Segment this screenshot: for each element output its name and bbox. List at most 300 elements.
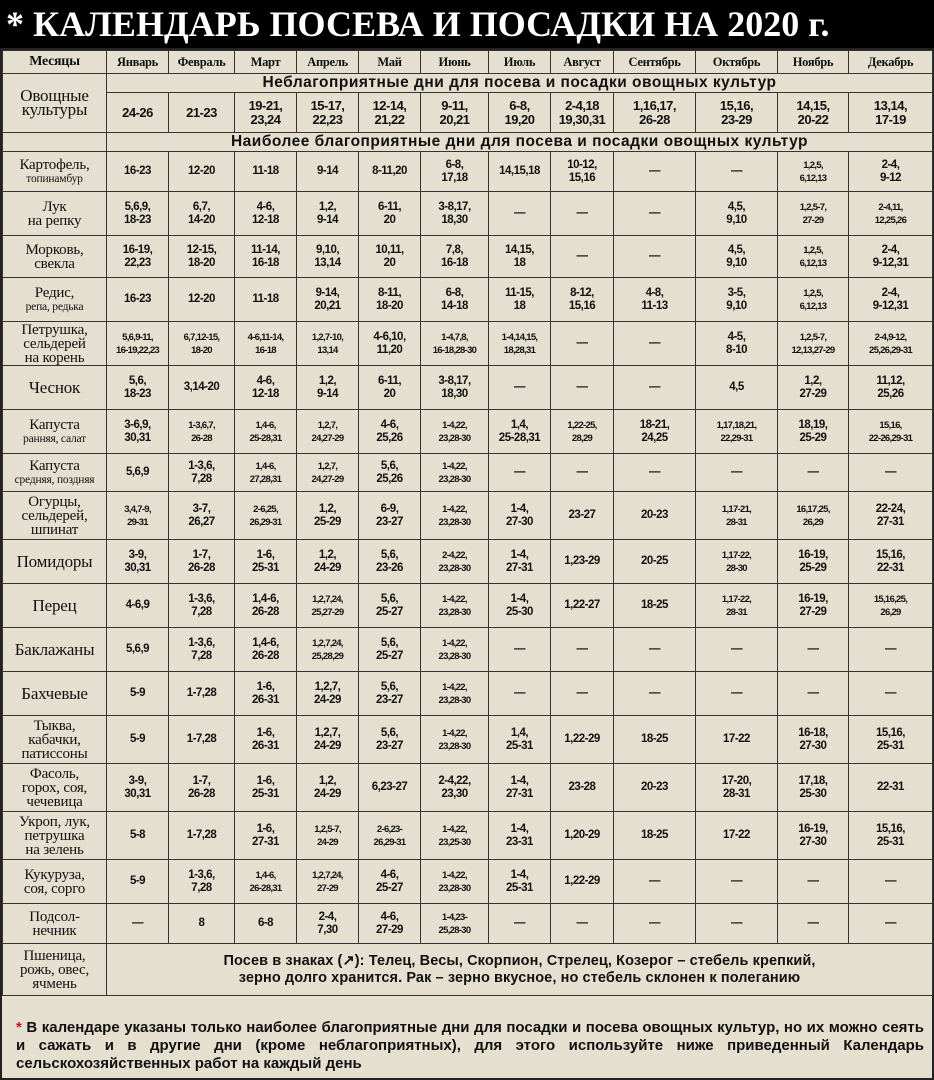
days-cell: 5,6, 25-27 — [359, 584, 421, 628]
days-cell: 11-14, 16-18 — [235, 236, 297, 278]
days-cell: 16,17,25, 26,29 — [778, 492, 849, 540]
days-cell: 1-3,6, 7,28 — [169, 860, 235, 904]
days-cell: 8-12, 15,16 — [551, 278, 614, 322]
days-cell: 6-11, 20 — [359, 366, 421, 410]
crop-name-line: соя, сорго — [23, 880, 86, 897]
table-row — [3, 492, 933, 540]
days-cell: 1-4,22, 23,25-30 — [421, 812, 489, 860]
days-cell: 16-18, 27-30 — [778, 716, 849, 764]
footnote-star: * — [16, 1019, 22, 1036]
days-cell: — — [489, 904, 551, 944]
days-cell: 3-9, 30,31 — [107, 540, 169, 584]
days-cell: 1-4, 25-30 — [489, 584, 551, 628]
days-cell: 18-25 — [614, 584, 696, 628]
days-cell: 4-5, 8-10 — [696, 322, 778, 366]
days-cell: 2-4,9-12, 25,26,29-31 — [849, 322, 933, 366]
days-cell: 22-31 — [849, 764, 933, 812]
days-cell: 1,2, 24-29 — [297, 540, 359, 584]
days-cell: — — [551, 322, 614, 366]
days-cell: 1,2,5, 6,12,13 — [778, 278, 849, 322]
days-cell: 16-19, 27-30 — [778, 812, 849, 860]
crop-name — [3, 764, 107, 812]
days-cell: 6,7, 14-20 — [169, 192, 235, 236]
days-cell: 1,4, 25-28,31 — [489, 410, 551, 454]
days-cell: 1,4-6, 27,28,31 — [235, 454, 297, 492]
days-cell: 1,2,5, 6,12,13 — [778, 236, 849, 278]
unfavorable-days-cell: 12-14, 21,22 — [359, 93, 421, 133]
unfavorable-days-cell: 13,14, 17-19 — [849, 93, 933, 133]
days-cell: 10-12, 15,16 — [551, 152, 614, 192]
days-cell: 1,2, 27-29 — [778, 366, 849, 410]
table-row — [3, 366, 933, 410]
days-cell: 20-23 — [614, 492, 696, 540]
days-cell: — — [614, 672, 696, 716]
unfavorable-band: Неблагоприятные дни для посева и посадки овощных культур — [107, 74, 933, 93]
days-cell: 6-8 — [235, 904, 297, 944]
days-cell: 1-4,14,15, 18,28,31 — [489, 322, 551, 366]
days-cell: 3-9, 30,31 — [107, 764, 169, 812]
days-cell: 17-22 — [696, 716, 778, 764]
days-cell: 5,6, 23-27 — [359, 672, 421, 716]
month-label: Сентябрь — [614, 51, 696, 74]
crop-name — [3, 152, 107, 192]
page-title: * КАЛЕНДАРЬ ПОСЕВА И ПОСАДКИ НА 2020 г. — [0, 0, 934, 48]
days-cell: — — [778, 672, 849, 716]
days-cell: 4-6, 25-27 — [359, 860, 421, 904]
unfavorable-days-cell: 6-8, 19,20 — [489, 93, 551, 133]
crop-name-line: ранняя, салат — [23, 432, 86, 445]
favorable-band-row — [3, 133, 933, 152]
table-row — [3, 236, 933, 278]
days-cell: 4-6, 27-29 — [359, 904, 421, 944]
crop-name — [3, 454, 107, 492]
crop-name-line: Фасоль, — [29, 765, 80, 782]
days-cell: 1,22-27 — [551, 584, 614, 628]
days-cell: 2-4, 9-12,31 — [849, 236, 933, 278]
days-cell: 1,17-22, 28-30 — [696, 540, 778, 584]
unfavorable-days-cell: 15,16, 23-29 — [696, 93, 778, 133]
crop-name-line: Огурцы, — [28, 493, 81, 510]
crop-name-line: топинамбур — [26, 172, 83, 185]
days-cell: 1-7, 26-28 — [169, 540, 235, 584]
crop-name-line: Капуста — [29, 457, 80, 474]
crop-name-line: Картофель, — [19, 156, 90, 173]
days-cell: 15,16, 22-26,29-31 — [849, 410, 933, 454]
crop-name-line: сельдерей, — [21, 507, 88, 524]
days-cell: — — [778, 860, 849, 904]
crop-name — [3, 628, 107, 672]
table-row — [3, 152, 933, 192]
days-cell: — — [614, 366, 696, 410]
days-cell: 4-6, 12-18 — [235, 366, 297, 410]
days-cell: 5-9 — [107, 860, 169, 904]
days-cell: — — [489, 672, 551, 716]
days-cell: 3-5, 9,10 — [696, 278, 778, 322]
days-cell: — — [614, 152, 696, 192]
days-cell: 2-4,22, 23,30 — [421, 764, 489, 812]
table-row — [3, 584, 933, 628]
days-cell: 1,2,7,24, 25,27-29 — [297, 584, 359, 628]
days-cell: 1,17-21, 28-31 — [696, 492, 778, 540]
crop-name-line: Редис, — [34, 284, 75, 301]
days-cell: 4-6,10, 11,20 — [359, 322, 421, 366]
days-cell: 5,6,9 — [107, 628, 169, 672]
days-cell: 1-4,22, 23,28-30 — [421, 584, 489, 628]
days-cell: 1-4,22, 23,28-30 — [421, 410, 489, 454]
days-cell: 8 — [169, 904, 235, 944]
footnote-text: В календаре указаны только наиболее благоприятные дни для посадки и посева овощных культур, но их можно сеять и сажать и в другие дни (кроме неблагоприятных), для этого используйте ниже приведенный Календарь сельскохозяйственных работ на каждый день — [16, 1019, 924, 1072]
days-cell: — — [614, 236, 696, 278]
table-row — [3, 540, 933, 584]
days-cell: — — [551, 454, 614, 492]
days-cell: 5,6, 25,26 — [359, 454, 421, 492]
unfavorable-days-cell: 24-26 — [107, 93, 169, 133]
crop-name-line: Баклажаны — [14, 639, 95, 659]
days-cell: 1,2,7, 24-29 — [297, 716, 359, 764]
days-cell: 1,2,5-7, 12,13,27-29 — [778, 322, 849, 366]
days-cell: 14,15,18 — [489, 152, 551, 192]
days-cell: 1-4, 27-31 — [489, 540, 551, 584]
crop-name-line: петрушка — [24, 827, 85, 844]
days-cell: 1-4, 25-31 — [489, 860, 551, 904]
crop-name-line: чечевица — [26, 793, 83, 810]
days-cell: — — [614, 322, 696, 366]
days-cell: 12-20 — [169, 152, 235, 192]
month-label: Июль — [489, 51, 551, 74]
days-cell: 1,4-6, 26-28,31 — [235, 860, 297, 904]
days-cell: 12-15, 18-20 — [169, 236, 235, 278]
crop-name — [3, 236, 107, 278]
month-label: Декабрь — [849, 51, 933, 74]
calendar-sheet — [0, 48, 934, 1080]
days-cell: 3-7, 26,27 — [169, 492, 235, 540]
month-label: Ноябрь — [778, 51, 849, 74]
days-cell: — — [614, 628, 696, 672]
unfavorable-days-cell: 15-17, 22,23 — [297, 93, 359, 133]
table-row — [3, 322, 933, 366]
crop-name — [3, 672, 107, 716]
unfavorable-row — [3, 93, 933, 133]
days-cell: 1-7,28 — [169, 672, 235, 716]
days-cell: 1,2,5-7, 24-29 — [297, 812, 359, 860]
days-cell: 11-18 — [235, 152, 297, 192]
crop-name-line: Подсол- — [29, 908, 80, 925]
days-cell: 14,15, 18 — [489, 236, 551, 278]
unfavorable-label — [3, 74, 107, 133]
days-cell: 4-6,11-14, 16-18 — [235, 322, 297, 366]
days-cell: — — [107, 904, 169, 944]
days-cell: 1-4, 23-31 — [489, 812, 551, 860]
days-cell: — — [489, 628, 551, 672]
days-cell: — — [696, 454, 778, 492]
days-cell: — — [849, 860, 933, 904]
days-cell: 16-19, 27-29 — [778, 584, 849, 628]
days-cell: 1,4-6, 26-28 — [235, 628, 297, 672]
days-cell: — — [778, 904, 849, 944]
days-cell: 5-8 — [107, 812, 169, 860]
month-label: Май — [359, 51, 421, 74]
unfavorable-days-cell: 14,15, 20-22 — [778, 93, 849, 133]
crop-name — [3, 366, 107, 410]
days-cell: 11,12, 25,26 — [849, 366, 933, 410]
days-cell: 1,2,7, 24,27-29 — [297, 454, 359, 492]
table-row — [3, 860, 933, 904]
days-cell: 3-8,17, 18,30 — [421, 192, 489, 236]
crop-name — [3, 322, 107, 366]
crop-name — [3, 860, 107, 904]
days-cell: 1,2,7,24, 25,28,29 — [297, 628, 359, 672]
days-cell: 10,11, 20 — [359, 236, 421, 278]
crop-name — [3, 192, 107, 236]
table-row — [3, 454, 933, 492]
days-cell: 5,6, 18-23 — [107, 366, 169, 410]
days-cell: — — [551, 904, 614, 944]
table-row — [3, 192, 933, 236]
days-cell: 1-6, 27-31 — [235, 812, 297, 860]
days-cell: 1-4,22, 23,28-30 — [421, 454, 489, 492]
days-cell: 6,7,12-15, 18-20 — [169, 322, 235, 366]
crop-name — [3, 540, 107, 584]
days-cell: 6,23-27 — [359, 764, 421, 812]
days-cell: 16-23 — [107, 278, 169, 322]
favorable-band: Наиболее благоприятные дни для посева и посадки овощных культур — [107, 133, 933, 152]
days-cell: 1-7,28 — [169, 716, 235, 764]
crop-name — [3, 278, 107, 322]
days-cell: 1,2, 24-29 — [297, 764, 359, 812]
days-cell: — — [614, 454, 696, 492]
crop-name-line: на корень — [24, 349, 85, 366]
table-row — [3, 672, 933, 716]
days-cell: — — [696, 904, 778, 944]
days-cell: 5,6,9 — [107, 454, 169, 492]
crop-name-line: Лук — [42, 198, 67, 215]
days-cell: 5,6,9, 18-23 — [107, 192, 169, 236]
days-cell: 20-25 — [614, 540, 696, 584]
crop-name-line: патиссоны — [21, 745, 88, 762]
crop-name-line: средняя, поздняя — [14, 473, 95, 486]
days-cell: 16-23 — [107, 152, 169, 192]
days-cell: — — [489, 454, 551, 492]
days-cell: 1,22-29 — [551, 716, 614, 764]
table-row — [3, 812, 933, 860]
days-cell: 15,16,25, 26,29 — [849, 584, 933, 628]
days-cell: — — [551, 672, 614, 716]
days-cell: 1-4,22, 23,28-30 — [421, 860, 489, 904]
days-cell: — — [849, 672, 933, 716]
unfavorable-days-cell: 2-4,18 19,30,31 — [551, 93, 614, 133]
crop-name — [3, 904, 107, 944]
days-cell: 15,16, 25-31 — [849, 716, 933, 764]
unfavorable-band-row — [3, 74, 933, 93]
days-cell: 1-7,28 — [169, 812, 235, 860]
days-cell: 20-23 — [614, 764, 696, 812]
days-cell: 5-9 — [107, 672, 169, 716]
days-cell: — — [614, 904, 696, 944]
days-cell: 2-6,25, 26,29-31 — [235, 492, 297, 540]
days-cell: 8-11,20 — [359, 152, 421, 192]
crop-name-line: свекла — [34, 255, 75, 272]
sowing-calendar-table — [2, 50, 933, 996]
crop-name-line: Чеснок — [28, 377, 81, 397]
days-cell: — — [849, 454, 933, 492]
days-cell: 1-4,23- 25,28-30 — [421, 904, 489, 944]
days-cell: 9-14, 20,21 — [297, 278, 359, 322]
grain-note-line: Посев в знаках (↗): Телец, Весы, Скорпион, Стрелец, Козерог – стебель крепкий, — [223, 952, 816, 969]
crop-name — [3, 492, 107, 540]
crop-name-line: рожь, овес, — [19, 961, 90, 978]
days-cell: 1,2,7-10, 13,14 — [297, 322, 359, 366]
month-label: Март — [235, 51, 297, 74]
days-cell: 17-20, 28-31 — [696, 764, 778, 812]
days-cell: 1-4,7,8, 16-18,28-30 — [421, 322, 489, 366]
days-cell: 6-8, 17,18 — [421, 152, 489, 192]
crop-name-line: кабачки, — [28, 731, 81, 748]
days-cell: 16-19, 22,23 — [107, 236, 169, 278]
months-header: Месяцы — [3, 51, 107, 74]
crop-name-line: на зелень — [25, 841, 84, 858]
days-cell: 2-4, 7,30 — [297, 904, 359, 944]
days-cell: 6-9, 23-27 — [359, 492, 421, 540]
days-cell: 17,18, 25-30 — [778, 764, 849, 812]
days-cell: 5,6, 23-26 — [359, 540, 421, 584]
days-cell: 1-4,22, 23,28-30 — [421, 716, 489, 764]
days-cell: 1,2, 25-29 — [297, 492, 359, 540]
month-label: Январь — [107, 51, 169, 74]
days-cell: 1,4, 25-31 — [489, 716, 551, 764]
days-cell: 15,16, 25-31 — [849, 812, 933, 860]
crop-name-line: Перец — [32, 595, 77, 615]
month-label: Июнь — [421, 51, 489, 74]
crop-name-line: Помидоры — [16, 551, 93, 571]
days-cell: 1,2,5, 6,12,13 — [778, 152, 849, 192]
days-cell: 1-3,6,7, 26-28 — [169, 410, 235, 454]
days-cell: 12-20 — [169, 278, 235, 322]
days-cell: 2-4, 9-12 — [849, 152, 933, 192]
crop-name-line: Кукуруза, — [24, 866, 85, 883]
unfavorable-days-cell: 21-23 — [169, 93, 235, 133]
grain-row — [3, 944, 933, 996]
days-cell: — — [551, 192, 614, 236]
table-row — [3, 764, 933, 812]
days-cell: 11-18 — [235, 278, 297, 322]
days-cell: 1,2, 9-14 — [297, 366, 359, 410]
days-cell: 2-4,22, 23,28-30 — [421, 540, 489, 584]
days-cell: 4-6,9 — [107, 584, 169, 628]
crop-name-line: Укроп, лук, — [19, 813, 90, 830]
days-cell: 8-11, 18-20 — [359, 278, 421, 322]
days-cell: 1-3,6, 7,28 — [169, 628, 235, 672]
crop-name-line: нечник — [32, 922, 77, 939]
days-cell: 5,6,9-11, 16-19,22,23 — [107, 322, 169, 366]
days-cell: — — [849, 904, 933, 944]
days-cell: 1,4-6, 25-28,31 — [235, 410, 297, 454]
days-cell: 1-4, 27-30 — [489, 492, 551, 540]
days-cell: 3,4,7-9, 29-31 — [107, 492, 169, 540]
days-cell: — — [696, 860, 778, 904]
band-spacer — [3, 133, 107, 152]
month-label: Апрель — [297, 51, 359, 74]
days-cell: 3-8,17, 18,30 — [421, 366, 489, 410]
days-cell: 1-4,22, 23,28-30 — [421, 672, 489, 716]
days-cell: — — [551, 366, 614, 410]
crop-name-line: на репку — [27, 212, 82, 229]
days-cell: — — [551, 628, 614, 672]
days-cell: 1,2,7, 24,27-29 — [297, 410, 359, 454]
days-cell: 1,22-29 — [551, 860, 614, 904]
days-cell: 5-9 — [107, 716, 169, 764]
days-cell: 5,6, 23-27 — [359, 716, 421, 764]
days-cell: 2-4,11, 12,25,26 — [849, 192, 933, 236]
days-cell: — — [489, 366, 551, 410]
crop-name — [3, 584, 107, 628]
days-cell: 1-3,6, 7,28 — [169, 584, 235, 628]
crop-name-line: Бахчевые — [21, 683, 88, 703]
days-cell: 1,2,7, 24-29 — [297, 672, 359, 716]
unfavorable-days-cell: 1,16,17, 26-28 — [614, 93, 696, 133]
days-cell: 1,2,7,24, 27-29 — [297, 860, 359, 904]
crop-name-line: Тыква, — [33, 717, 76, 734]
month-label: Август — [551, 51, 614, 74]
days-cell: 4-8, 11-13 — [614, 278, 696, 322]
days-cell: 18-25 — [614, 812, 696, 860]
days-cell: 1-6, 25-31 — [235, 764, 297, 812]
days-cell: — — [614, 192, 696, 236]
days-cell: 1-4,22, 23,28-30 — [421, 628, 489, 672]
days-cell: — — [489, 192, 551, 236]
days-cell: 6-11, 20 — [359, 192, 421, 236]
days-cell: — — [551, 236, 614, 278]
days-cell: 1,4-6, 26-28 — [235, 584, 297, 628]
unfavorable-days-cell: 9-11, 20,21 — [421, 93, 489, 133]
days-cell: 1-6, 26-31 — [235, 716, 297, 764]
months-row — [3, 51, 933, 74]
days-cell: 15,16, 22-31 — [849, 540, 933, 584]
days-cell: 3,14-20 — [169, 366, 235, 410]
days-cell: 4,5, 9,10 — [696, 192, 778, 236]
days-cell: 9,10, 13,14 — [297, 236, 359, 278]
days-cell: 9-14 — [297, 152, 359, 192]
crop-name-line: ячмень — [32, 975, 77, 992]
unfavorable-label-line: Овощные — [20, 86, 89, 105]
days-cell: 1,2, 9-14 — [297, 192, 359, 236]
crop-name — [3, 812, 107, 860]
days-cell: — — [696, 628, 778, 672]
crop-name-line: сельдерей — [23, 335, 86, 352]
days-cell: 5,6, 25-27 — [359, 628, 421, 672]
days-cell: 4,5, 9,10 — [696, 236, 778, 278]
month-label: Февраль — [169, 51, 235, 74]
table-row — [3, 410, 933, 454]
days-cell: 23-28 — [551, 764, 614, 812]
days-cell: 22-24, 27-31 — [849, 492, 933, 540]
table-row — [3, 716, 933, 764]
crop-name — [3, 410, 107, 454]
days-cell: 1,22-25, 28,29 — [551, 410, 614, 454]
days-cell: 18,19, 25-29 — [778, 410, 849, 454]
days-cell: 17-22 — [696, 812, 778, 860]
days-cell: 4,5 — [696, 366, 778, 410]
days-cell: 1-6, 25-31 — [235, 540, 297, 584]
days-cell: 1,20-29 — [551, 812, 614, 860]
days-cell: — — [696, 152, 778, 192]
days-cell: 4-6, 25,26 — [359, 410, 421, 454]
crop-name-line: горох, соя, — [21, 779, 88, 796]
crop-name-line: Петрушка, — [21, 321, 88, 338]
days-cell: 1-7, 26-28 — [169, 764, 235, 812]
days-cell: 18-21, 24,25 — [614, 410, 696, 454]
crop-name-line: Капуста — [29, 416, 80, 433]
days-cell: — — [614, 860, 696, 904]
